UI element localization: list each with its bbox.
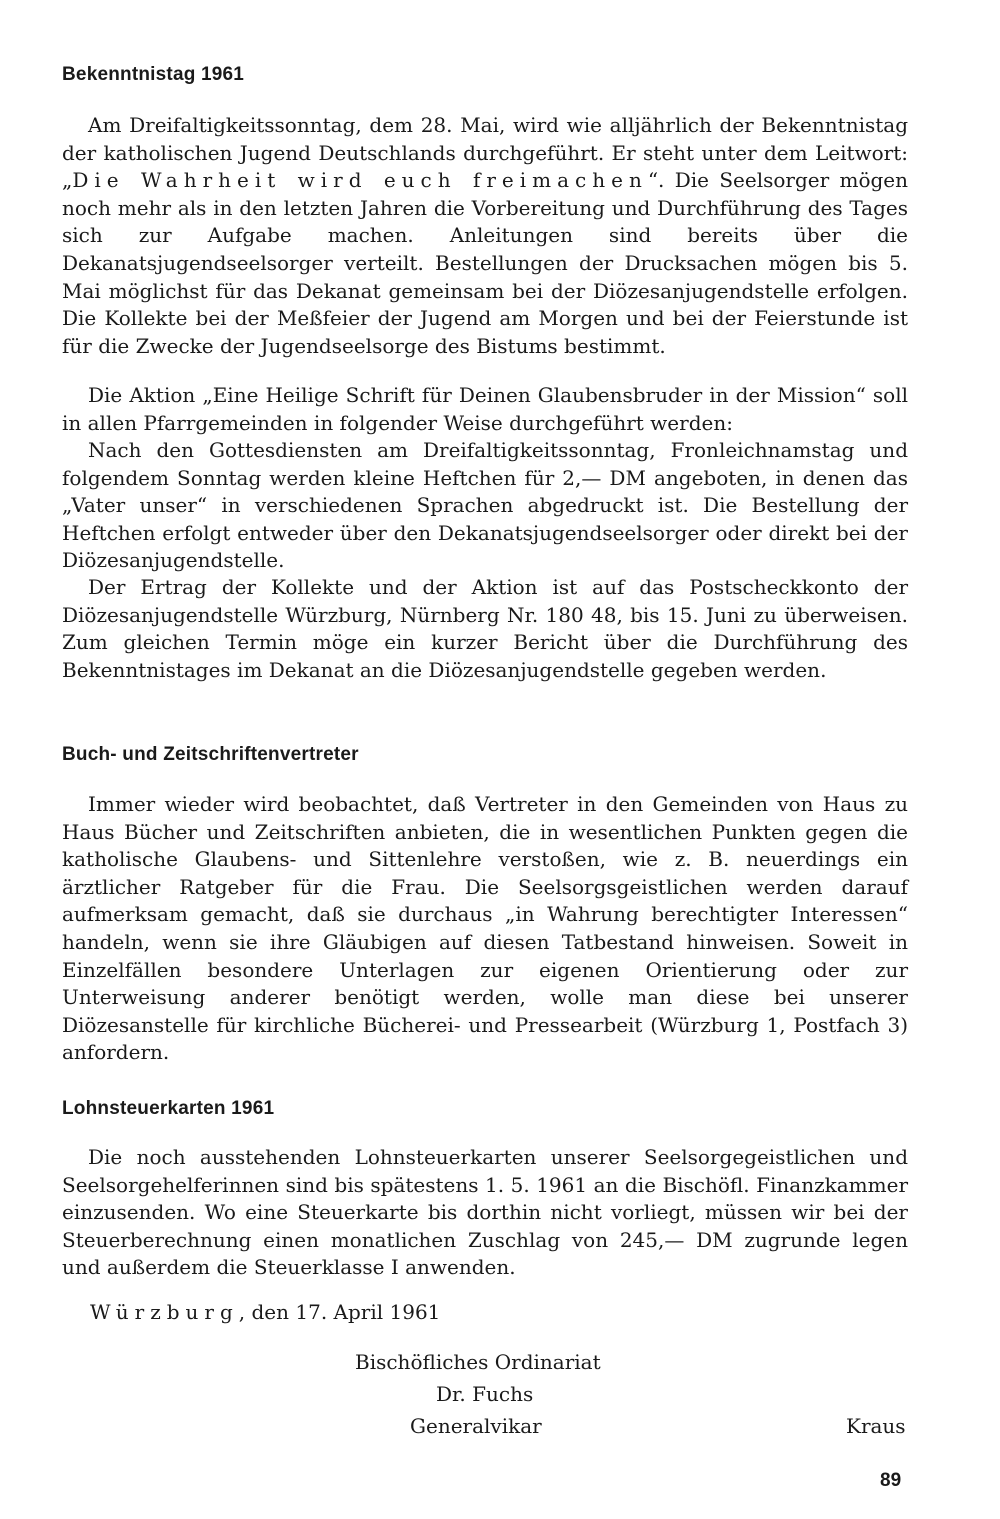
section-heading-bekenntnistag: Bekenntnistag 1961: [62, 64, 245, 85]
section-heading-vertreter: Buch- und Zeitschriftenvertreter: [62, 744, 359, 765]
paragraph-aktion: Die Aktion „Eine Heilige Schrift für Deinen Glaubensbruder in der Mission“ soll in allen Pfarrgemeinden in folgender Weise durchgeführt werden:: [62, 383, 908, 435]
page-number: 89: [880, 1470, 902, 1491]
paragraph-text-after: “. Die Seelsorger mögen noch mehr als in den letzten Jahren die Vorbereitung und Durchführung des Tages sich zur Aufgabe machen. Anleitungen sind bereits über die Dekanatsjugendseelsorger verteilt. Bestellungen der Drucksachen mögen bis 5. Mai möglichst für das Dekanat gemeinsam bei der Diözesanjugendstelle erfolgen. Die Kollekte bei der Meßfeier der Jugend am Morgen und bei der Feierstunde ist für die Zwecke der Jugendseelsorge des Bistums bestimmt.: [62, 168, 909, 358]
section-heading-lohnsteuerkarten: Lohnsteuerkarten 1961: [62, 1098, 275, 1119]
signer-title: Generalvikar: [410, 1414, 542, 1438]
paragraph-text-before: Am Dreifaltigkeitssonntag, dem 28. Mai, wird wie alljährlich der Bekenntnistag der katholischen Jugend Deutschlands durchgeführt. Er steht unter dem Leitwort: „: [62, 113, 908, 193]
motto-spaced-text: Die Wahrheit wird euch freimachen: [72, 168, 648, 193]
date-text: , den 17. April 1961: [238, 1300, 441, 1324]
place-date-line: [90, 1300, 440, 1324]
paragraph-ertrag: Der Ertrag der Kollekte und der Aktion ist auf das Postscheckkonto der Diözesanjugendstelle Würzburg, Nürnberg Nr. 180 48, bis 15. Juni zu überweisen. Zum gleichen Termin möge ein kurzer Bericht über die Durchführung des Bekenntnistages im Dekanat an die Diözesanjugendstelle gegeben werden.: [62, 575, 908, 682]
signer-name: Dr. Fuchs: [436, 1382, 534, 1406]
paragraph-bekenntnistag-intro: [62, 112, 908, 360]
place-name: Würzburg: [90, 1300, 239, 1324]
paragraph-vertreter: Immer wieder wird beobachtet, daß Vertreter in den Gemeinden von Haus zu Haus Bücher und Zeitschriften anbieten, die in wesentlichen Punkten gegen die katholische Glaubens- und Sittenlehre verstoßen, wie z. B. neuerdings ein ärztlicher Ratgeber für die Frau. Die Seelsorgsgeistlichen werden darauf aufmerksam gemacht, daß sie durchaus „in Wahrung berechtigter Interessen“ handeln, wenn sie ihre Gläubigen auf diesen Tatbestand hinweisen. Soweit in Einzelfällen besondere Unterlagen zur eigenen Orientierung oder zur Unterweisung anderer benötigt werden, wolle man diese bei unserer Diözesanstelle für kirchliche Bücherei- und Pressearbeit (Würzburg 1, Postfach 3) anfordern.: [62, 792, 908, 1065]
paragraph-heftchen: Nach den Gottesdiensten am Dreifaltigkeitssonntag, Fronleichnamstag und folgendem Sonntag werden kleine Heftchen für 2,— DM angeboten, in denen das „Vater unser“ in verschiedenen Sprachen abgedruckt ist. Die Bestellung der Heftchen erfolgt entweder über den Dekanatsjugendseelsorger oder direkt bei der Diözesanjugendstelle.: [62, 438, 908, 573]
cosigner-name: Kraus: [846, 1414, 906, 1438]
paragraph-lohnsteuerkarten: Die noch ausstehenden Lohnsteuerkarten unserer Seelsorgegeistlichen und Seelsorgehelferinnen sind bis spätestens 1. 5. 1961 an die Bischöfl. Finanzkammer einzusenden. Wo eine Steuerkarte bis dorthin nicht vorliegt, müssen wir bei der Steuerberechnung einen monatlichen Zuschlag von 245,— DM zugrunde legen und außerdem die Steuerklasse I anwenden.: [62, 1145, 908, 1280]
authority-name: Bischöfliches Ordinariat: [355, 1350, 601, 1374]
